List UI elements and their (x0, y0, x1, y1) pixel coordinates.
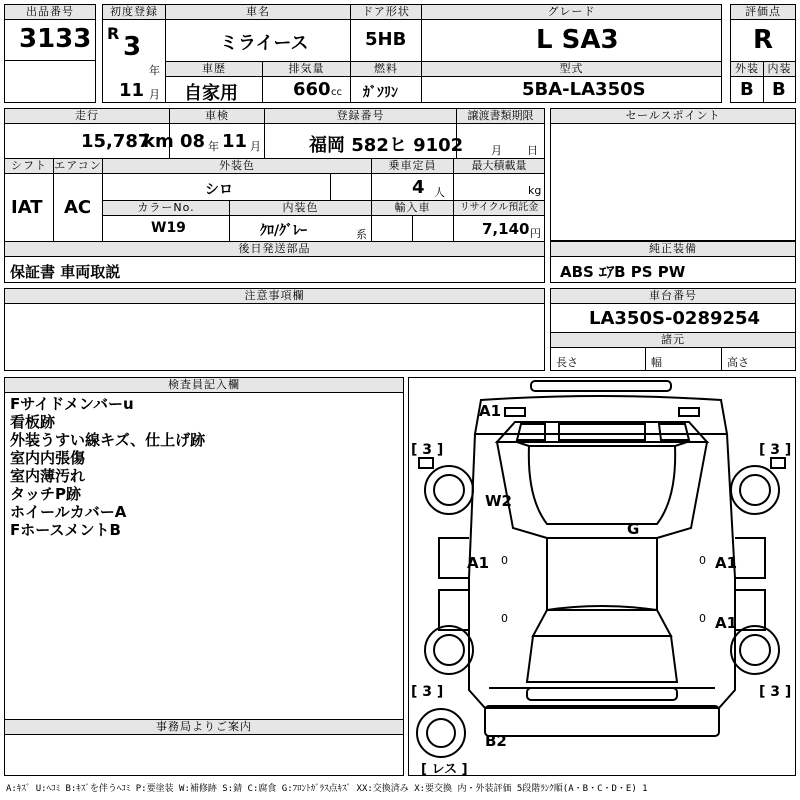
inspector-label: 検査員記入欄 (4, 377, 404, 393)
car-diagram (408, 377, 796, 776)
transfer-deadline-label: 譲渡書類期限 (456, 108, 545, 124)
parts-label: 後日発送部品 (4, 241, 545, 257)
inspection-cell (169, 123, 265, 159)
mark-right-rear-door: A1 (715, 614, 738, 632)
fuel-cell (350, 76, 422, 103)
capacity-label: 乗車定員 (371, 158, 454, 174)
plate-number: 福岡 582ヒ 9102 (309, 135, 464, 156)
color-no-label: カラーNo. (102, 200, 230, 216)
mileage-label: 走行 (4, 108, 170, 124)
spare-tire-mark: [ レス ] (421, 762, 468, 777)
car-name-label: 車名 (165, 4, 351, 20)
ext-color-cell (102, 173, 331, 201)
inspection-year: 08 (180, 131, 206, 152)
parts-cell (4, 256, 545, 283)
height-cell (721, 347, 796, 371)
lot-number-cell (4, 19, 96, 61)
plate-cell (264, 123, 464, 159)
aircon-label: エアコン (54, 159, 102, 172)
zero-mark: 0 (699, 554, 706, 567)
sales-point-label: セールスポイント (550, 108, 796, 124)
chassis-label: 車台番号 (550, 288, 796, 304)
capacity: 4 (412, 177, 425, 198)
car-name-cell (165, 19, 351, 62)
chassis-cell (550, 303, 796, 333)
equipment-label: 純正装備 (550, 241, 796, 257)
aircon-cell (53, 173, 103, 242)
mark-right-front-door: A1 (715, 554, 738, 572)
int-color-unit: 系 (356, 228, 367, 241)
mileage-cell (4, 123, 174, 159)
int-color: ｸﾛ/ｸﾞﾚｰ (260, 223, 308, 239)
displacement-label: 排気量 (262, 61, 351, 77)
inspection-month: 11 (222, 131, 248, 152)
ext-color-extra-cell (330, 173, 372, 201)
equipment-cell (550, 256, 796, 283)
note-line: 看板跡 (10, 413, 56, 431)
displacement: 660 (293, 79, 331, 100)
mark-left-door: A1 (467, 554, 490, 572)
parts-value: 保証書 車両取説 (10, 263, 121, 281)
model: 5BA-LA350S (522, 79, 646, 100)
tire-front-right: [ 3 ] (759, 442, 792, 458)
note-line: 室内薄汚れ (10, 467, 86, 485)
max-load-unit: kg (528, 184, 542, 197)
grade: L SA3 (536, 25, 619, 55)
import-cell-a (371, 215, 413, 242)
shift-label: シフト (4, 158, 54, 174)
office-label: 事務局よりご案内 (4, 719, 404, 735)
width-cell (645, 347, 722, 371)
length-cell (550, 347, 646, 371)
ext-color: シロ (205, 182, 233, 198)
note-line: 外装うすい線キズ、仕上げ跡 (10, 431, 206, 449)
int-color-cell (229, 215, 372, 242)
note-line: 室内内張傷 (10, 449, 86, 467)
model-label: 型式 (421, 61, 722, 77)
model-cell (421, 76, 722, 103)
capacity-cell (371, 173, 454, 201)
first-registration-label: 初度登録 (102, 4, 166, 20)
door-shape-cell (350, 19, 422, 62)
inspector-notes (4, 392, 404, 720)
sales-point-cell (550, 123, 796, 241)
registration-month: 11 (119, 80, 145, 101)
exterior-cell (730, 76, 764, 103)
car-outline-svg (409, 378, 795, 775)
inspection-label: 車検 (169, 108, 265, 124)
exterior-label: 外装 (730, 61, 764, 77)
mark-left-front-door: W2 (485, 492, 512, 510)
recycle-unit: 円 (530, 227, 541, 240)
height-label: 高さ (727, 356, 749, 369)
mark-rear: B2 (485, 732, 507, 750)
recycle-cell (453, 215, 545, 242)
fuel: ｶﾞｿﾘﾝ (363, 85, 398, 101)
max-load-cell (453, 173, 545, 201)
inspection-year-unit: 年 (208, 140, 219, 153)
grade-label: グレード (421, 4, 722, 20)
grade-cell (421, 19, 722, 62)
damage-legend: A:ｷｽﾞ U:ﾍｺﾐ B:ｷｽﾞを伴うﾍｺﾐ P:要塗装 W:補修跡 S:錆 C:腐食 G:ﾌﾛﾝﾄｶﾞﾗｽ点ｷｽﾞ XX:交換済み X:要交換 内・外装評価 5段階ﾗﾝｸ順(A・B・C・D・E) 1 (6, 784, 648, 794)
specs-label: 諸元 (550, 332, 796, 348)
length-label: 長さ (556, 356, 578, 369)
shift-cell (4, 173, 54, 242)
ext-color-label: 外装色 (102, 158, 372, 174)
caution-label: 注意事項欄 (4, 288, 545, 304)
note-line: タッチP跡 (10, 485, 81, 503)
zero-mark: 0 (699, 612, 706, 625)
shift: IAT (11, 197, 43, 218)
door-shape-label: ドア形状 (350, 4, 422, 20)
note-line: Fサイドメンバーu (10, 395, 134, 413)
zero-mark: 0 (501, 612, 508, 625)
door-shape: 5HB (365, 29, 407, 50)
chassis-number: LA350S-0289254 (589, 308, 761, 329)
first-registration-cell (102, 19, 166, 103)
era: R (107, 24, 120, 43)
color-no: W19 (151, 220, 186, 236)
tire-rear-right: [ 3 ] (759, 684, 792, 700)
car-name: ミライース (220, 33, 309, 54)
transfer-day: 日 (527, 144, 538, 157)
lot-number-label: 出品番号 (4, 4, 96, 20)
width-label: 幅 (651, 356, 662, 369)
score-label: 評価点 (730, 4, 796, 20)
history: 自家用 (184, 83, 238, 104)
import-label: 輸入車 (371, 200, 454, 216)
month-unit: 月 (149, 88, 160, 101)
mileage-unit: km (143, 131, 174, 152)
displacement-cell (262, 76, 351, 103)
displacement-unit: cc (331, 87, 342, 98)
equipment-value: ABS ｴｱB PS PW (560, 263, 686, 281)
lot-blank-cell (4, 60, 96, 103)
registration-year: 3 (123, 32, 142, 62)
interior-grade: B (772, 79, 786, 100)
tire-rear-left: [ 3 ] (411, 684, 444, 700)
capacity-unit: 人 (434, 186, 445, 199)
fuel-label: 燃料 (350, 61, 422, 77)
inspection-month-unit: 月 (250, 140, 261, 153)
history-cell (165, 76, 263, 103)
office-cell (4, 734, 404, 776)
caution-cell (4, 303, 545, 371)
max-load-label: 最大積載量 (453, 158, 545, 174)
score-cell (730, 19, 796, 62)
lot-number: 3133 (19, 24, 92, 54)
transfer-deadline-cell (456, 123, 545, 159)
color-no-cell (102, 215, 230, 242)
note-line: FホースメントB (10, 521, 121, 539)
plate-label: 登録番号 (264, 108, 457, 124)
mark-roof: G (627, 520, 640, 538)
note-line: ホイールカバーA (10, 503, 127, 521)
interior-cell (763, 76, 796, 103)
interior-label: 内装 (763, 61, 796, 77)
int-color-label: 内装色 (229, 200, 372, 216)
mark-front: A1 (479, 402, 502, 420)
recycle-fee: 7,140 (482, 220, 530, 238)
recycle-label: リサイクル預託金 (453, 200, 545, 216)
zero-mark: 0 (501, 554, 508, 567)
year-unit: 年 (149, 64, 160, 77)
tire-front-left: [ 3 ] (411, 442, 444, 458)
transfer-month: 月 (491, 144, 502, 157)
exterior-grade: B (740, 79, 754, 100)
aircon: AC (64, 197, 92, 218)
mileage: 15,787 (81, 131, 151, 152)
score: R (753, 25, 774, 55)
history-label: 車歴 (165, 61, 263, 77)
import-cell-b (412, 215, 454, 242)
